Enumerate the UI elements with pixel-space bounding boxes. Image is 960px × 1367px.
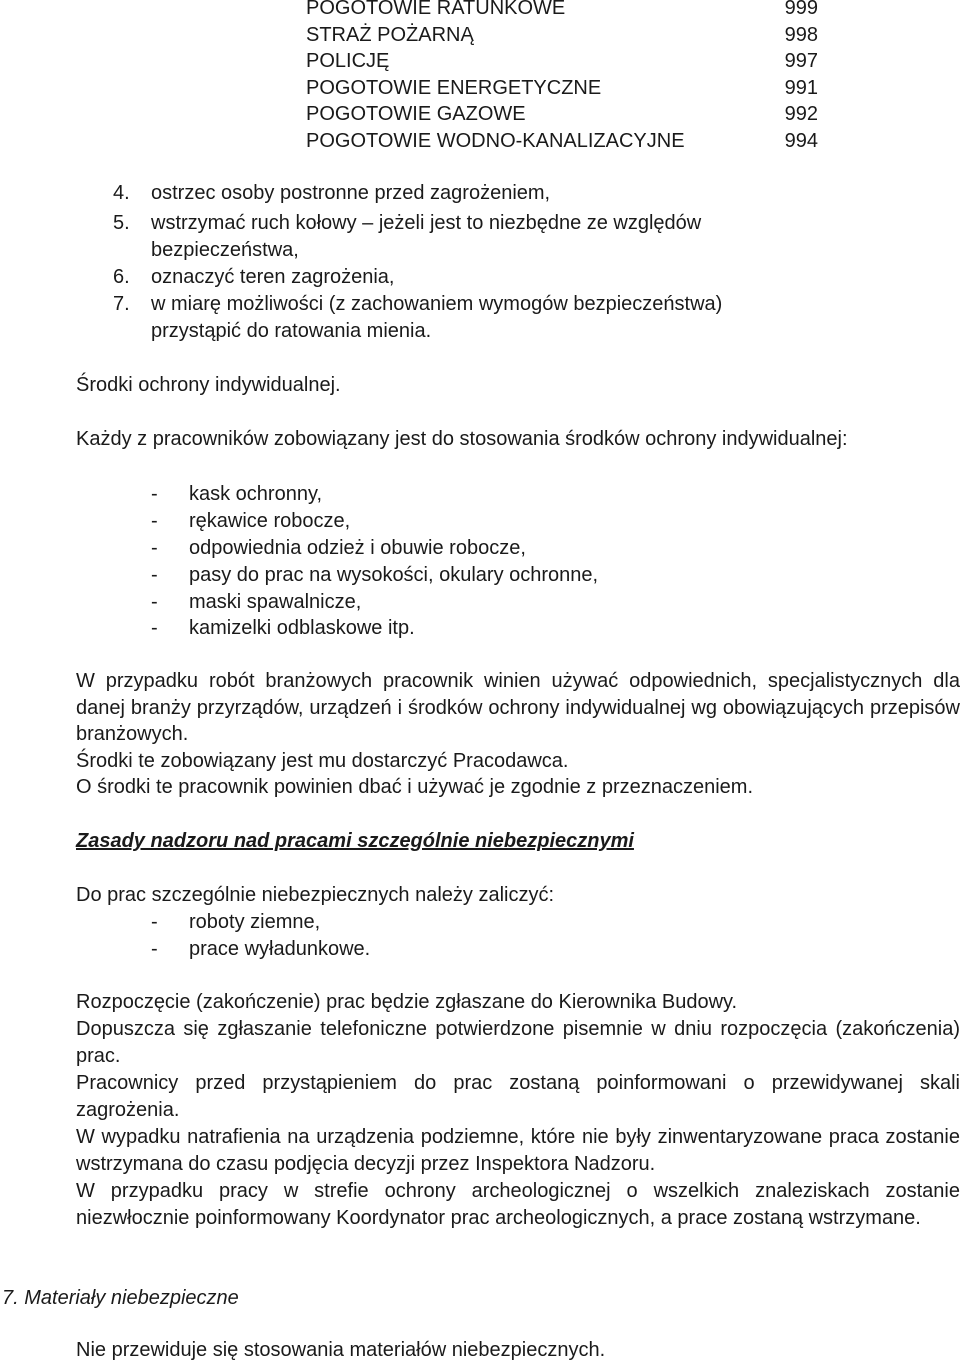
phone-row (306, 22, 818, 49)
step-text-continued: przystąpić do ratowania mienia. (151, 320, 432, 342)
emergency-phone-list (306, 0, 818, 155)
phone-service-name: POGOTOWIE ENERGETYCZNE (306, 76, 602, 99)
section-heading: 7. Materiały niebezpieczne (2, 1287, 239, 1309)
list-dash: - (151, 564, 158, 586)
supervision-paragraph: W przypadku pracy w strefie ochrony archeologicznej o wszelkich znaleziskach zostanie niezwłocznie poinformowany Koordynator prac archeologicznych, a prace zostaną wstrzymane. (76, 1180, 960, 1229)
ppe-intro-paragraph: Każdy z pracowników zobowiązany jest do stosowania środków ochrony indywidualnej: (76, 428, 848, 450)
list-item: kamizelki odblaskowe itp. (189, 617, 415, 639)
phone-service-name: POGOTOWIE RATUNKOWE (306, 0, 566, 19)
phone-number: 997 (784, 50, 818, 73)
section-text: Nie przewiduje się stosowania materiałów niebezpiecznych. (76, 1339, 606, 1361)
supervision-paragraph: Pracownicy przed przystąpieniem do prac zostaną poinformowani o przewidywanej skali zagrożenia. (76, 1072, 960, 1121)
list-item: odpowiednia odzież i obuwie robocze, (189, 537, 526, 559)
list-item: prace wyładunkowe. (189, 938, 371, 960)
phone-service-name: POLICJĘ (306, 50, 390, 73)
supervision-intro: Do prac szczególnie niebezpiecznych należy zaliczyć: (76, 884, 555, 906)
list-item: maski spawalnicze, (189, 591, 362, 613)
list-dash: - (151, 510, 158, 532)
step-number: 6. (113, 266, 130, 288)
supervision-paragraph: W wypadku natrafienia na urządzenia podziemne, które nie były zinwentaryzowane praca zostanie wstrzymana do czasu podjęcia decyzji przez Inspektora Nadzoru. (76, 1126, 960, 1175)
list-dash: - (151, 483, 158, 505)
phone-service-name: POGOTOWIE GAZOWE (306, 103, 526, 126)
step-text: wstrzymać ruch kołowy – jeżeli jest to niezbędne ze względów (151, 212, 702, 234)
list-item: pasy do prac na wysokości, okulary ochronne, (189, 564, 599, 586)
step-number: 4. (113, 182, 130, 204)
step-number: 5. (113, 212, 130, 234)
supervision-paragraph: Dopuszcza się zgłaszanie telefoniczne potwierdzone pisemnie w dniu rozpoczęcia (zakończenia) prac. (76, 1018, 960, 1067)
phone-row (306, 0, 818, 22)
list-dash: - (151, 591, 158, 613)
phone-row (306, 128, 818, 155)
phone-service-name: POGOTOWIE WODNO-KANALIZACYJNE (306, 129, 685, 152)
ppe-paragraph: Środki te zobowiązany jest mu dostarczyć Pracodawca. (76, 750, 569, 772)
phone-number: 998 (784, 23, 818, 46)
list-item: kask ochronny, (189, 483, 323, 505)
phone-number: 999 (784, 0, 818, 19)
ppe-paragraph: W przypadku robót branżowych pracownik winien używać odpowiednich, specjalistycznych dla danej branży przyrządów, urządzeń i środków ochrony indywidualnej wg obowiązujących przepisów branżowych. (76, 670, 960, 745)
list-dash: - (151, 911, 158, 933)
ppe-heading: Środki ochrony indywidualnej. (76, 374, 341, 396)
step-text: w miarę możliwości (z zachowaniem wymogów bezpieczeństwa) (151, 293, 723, 315)
step-text: oznaczyć teren zagrożenia, (151, 266, 395, 288)
phone-service-name: STRAŻ POŻARNĄ (306, 23, 474, 46)
step-text-continued: bezpieczeństwa, (151, 239, 299, 261)
phone-row (306, 75, 818, 102)
phone-row (306, 101, 818, 128)
list-dash: - (151, 617, 158, 639)
ppe-paragraph: O środki te pracownik powinien dbać i używać je zgodnie z przeznaczeniem. (76, 776, 754, 798)
phone-number: 994 (784, 129, 818, 152)
list-dash: - (151, 938, 158, 960)
step-text: ostrzec osoby postronne przed zagrożeniem, (151, 182, 551, 204)
list-dash: - (151, 537, 158, 559)
phone-number: 992 (784, 103, 818, 126)
phone-row (306, 48, 818, 75)
phone-number: 991 (784, 76, 818, 99)
section-heading: Zasady nadzoru nad pracami szczególnie niebezpiecznymi (76, 830, 634, 852)
list-item: rękawice robocze, (189, 510, 351, 532)
step-number: 7. (113, 293, 130, 315)
supervision-paragraph: Rozpoczęcie (zakończenie) prac będzie zgłaszane do Kierownika Budowy. (76, 991, 738, 1013)
list-item: roboty ziemne, (189, 911, 321, 933)
